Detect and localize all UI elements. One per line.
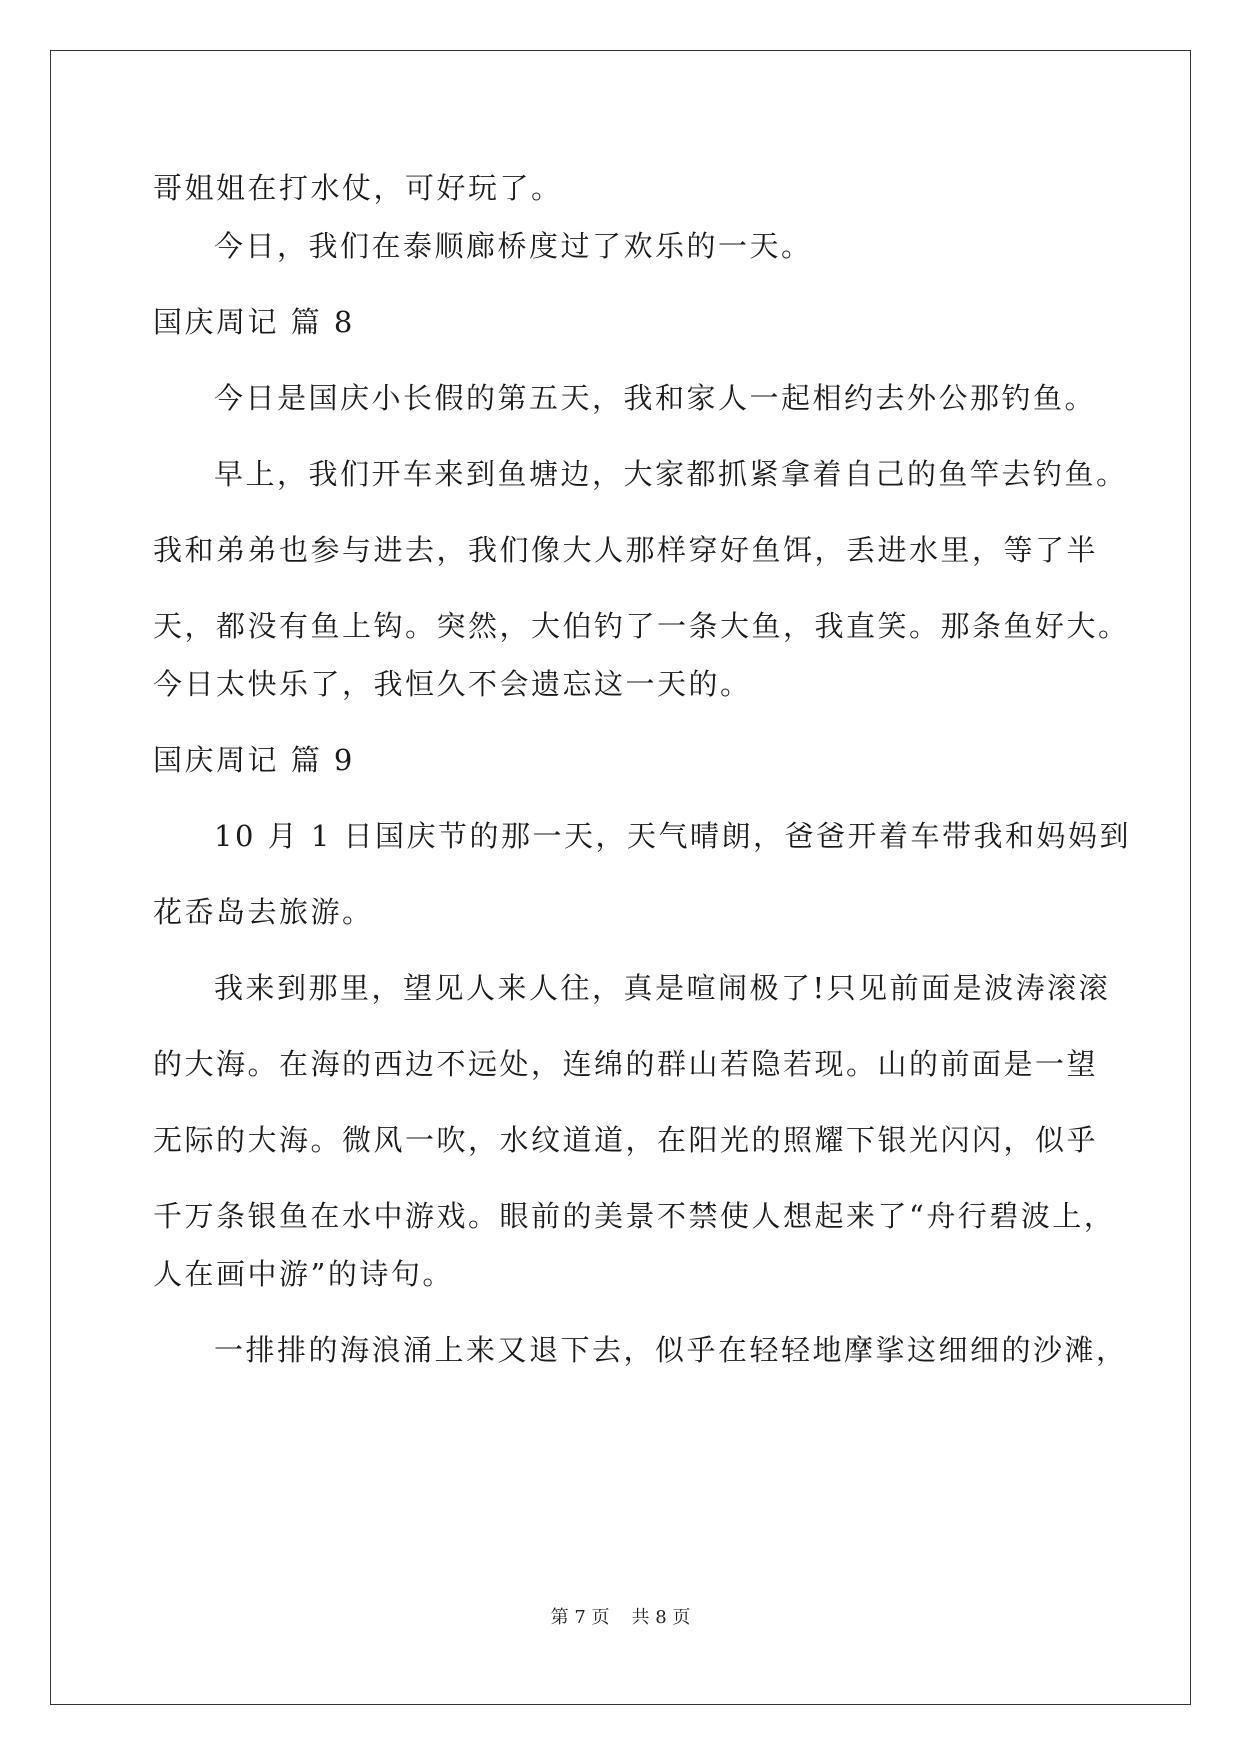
page-number: 第 7 页 xyxy=(550,1607,610,1628)
text-line: 10 月 1 日国庆节的那一天，天气晴朗，爸爸开着车带我和妈妈到 xyxy=(214,819,1132,853)
text-line: 千万条银鱼在水中游戏。眼前的美景不禁使人想起来了“舟行碧波上， xyxy=(153,1199,1116,1233)
text-line: 我和弟弟也参与进去，我们像大人那样穿好鱼饵，丢进水里，等了半 xyxy=(153,533,1099,567)
text-line: 的大海。在海的西边不远处，连绵的群山若隐若现。山的前面是一望 xyxy=(153,1047,1099,1081)
text-line: 哥姐姐在打水仗，可好玩了。 xyxy=(153,171,563,205)
text-line: 无际的大海。微风一吹，水纹道道，在阳光的照耀下银光闪闪，似乎 xyxy=(153,1123,1099,1157)
text-line: 今日太快乐了，我恒久不会遗忘这一天的。 xyxy=(153,667,752,701)
text-line: 今日，我们在泰顺廊桥度过了欢乐的一天。 xyxy=(214,229,813,263)
text-line: 天，都没有鱼上钩。突然，大伯钓了一条大鱼，我直笑。那条鱼好大。 xyxy=(153,609,1130,643)
text-line: 我来到那里，望见人来人往，真是喧闹极了!只见前面是波涛滚滚 xyxy=(214,971,1111,1005)
text-line: 花岙岛去旅游。 xyxy=(153,895,374,929)
text-line: 一排排的海浪涌上来又退下去，似乎在轻轻地摩挲这细细的沙滩， xyxy=(214,1333,1128,1367)
section-heading: 国庆周记 篇 8 xyxy=(153,305,355,339)
page-total: 共 8 页 xyxy=(631,1607,691,1628)
page-border xyxy=(50,50,1191,1705)
text-line: 人在画中游”的诗句。 xyxy=(153,1257,454,1291)
section-heading: 国庆周记 篇 9 xyxy=(153,743,355,777)
text-line: 今日是国庆小长假的第五天，我和家人一起相约去外公那钓鱼。 xyxy=(214,381,1097,415)
page-footer xyxy=(0,1606,1241,1630)
text-line: 早上，我们开车来到鱼塘边，大家都抓紧拿着自己的鱼竿去钓鱼。 xyxy=(214,457,1128,491)
